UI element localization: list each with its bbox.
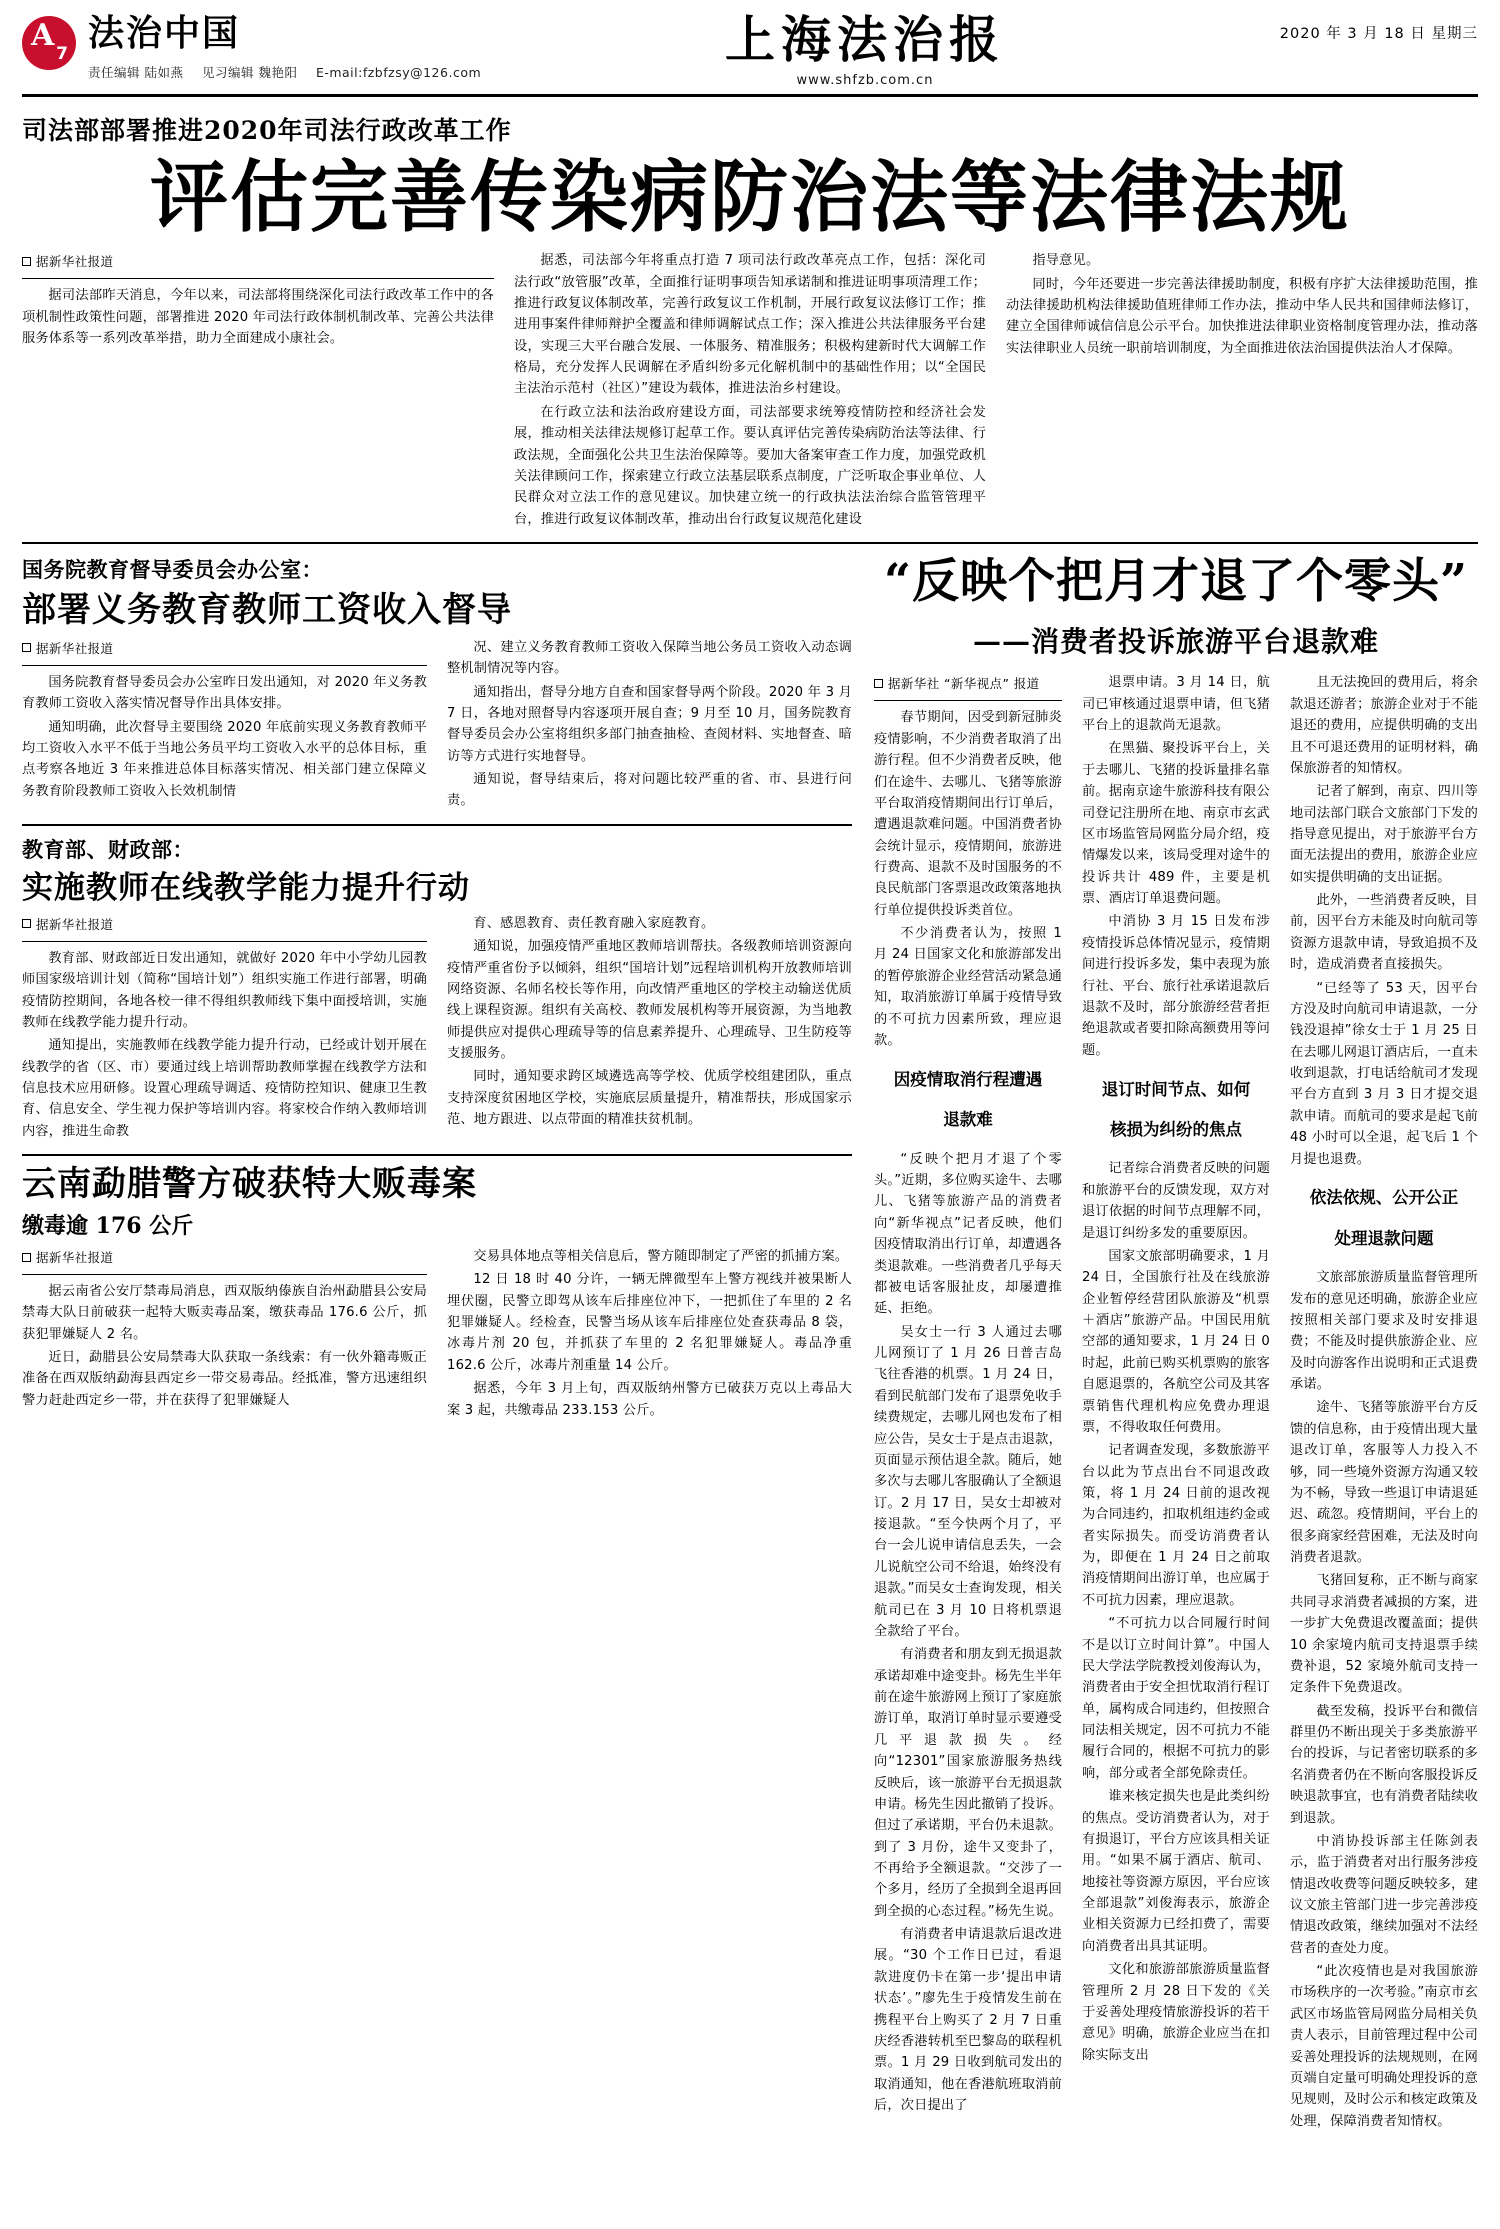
lead-kicker: 司法部部署推进2020年司法行政改革工作 bbox=[22, 115, 512, 145]
section-title-block bbox=[88, 14, 495, 81]
feature-text-4: 且无法挽回的费用后，将余款退还游者；旅游企业对于不能退还的费用，应提供明确的支出且不可退还费用的证明材料，确保旅游者的知情权。 记者了解到，南京、四川等地司法部门联合文旅部门下发的指导意见提出，对于旅游平台方面无法提出的费用，旅游企业应如实提供明确的支出证据。 此外，一些消费者反映，目前，因平台方未能及时向航司等资源方退款申请，导致追损不及时，造成消费者直接损失。 “已经等了 53 天，因平台方没及时向航司申请退款，一分钱没退掉”徐女士于 1 月 25 日在去哪儿网退订酒店后，一直未收到退款，打电话给航司才发现平台方直到 3 月 3 日才提交退款申请。而航司的要求是起飞前 48 小时可以全退，起飞后 1 个月提也退费。 bbox=[1290, 675, 1478, 1167]
feature-source-label: 据新华社 “新华视点” 报道 bbox=[888, 676, 1040, 692]
editor-email: E-mail:fzbfzsy@126.com bbox=[315, 64, 482, 80]
teacher-online-columns bbox=[22, 913, 852, 1144]
masthead-left bbox=[22, 14, 582, 81]
section-divider bbox=[22, 1154, 852, 1156]
lead-column-3 bbox=[1006, 250, 1478, 532]
teacher-online-overline: 教育部、财政部： bbox=[22, 836, 194, 862]
feature-story bbox=[874, 554, 1478, 2134]
divider bbox=[22, 665, 427, 666]
edu-supervise-text-2: 况、建立义务教育教师工资收入保障当地公务员工资收入动态调整机制情况等内容。 通知指出，督导分地方自查和国家督导两个阶段。2020 年 3 月 7 日，各地对照督导内容逐项开展自查；9 月至 10 月，国务院教育督导委员会办公室将组织多部门抽查抽检、查阅材料、实地督查、暗访等方式进行实地督导。 通知说，督导结束后，将对问题比较严重的省、市、县进行问责。 bbox=[447, 639, 852, 809]
feature-text-5: 文旅部旅游质量监督管理所发布的意见还明确，旅游企业应按照相关部门要求及时安排退费；不能及时提供旅游企业、应及时向游客作出说明和正式退费承诺。 途牛、飞猪等旅游平台方反馈的信息称，由于疫情出现大量退改订单，客服等人力投入不够，同一些境外资源方沟通又较为不畅，导致一些退订申请退延迟、疏忽。疫情期间，平台上的很多商家经营困难，无法及时向消费者退款。 飞猪回复称，正不断与商家共同寻求消费者减损的方案，进一步扩大免费退改覆盖面；提供 10 余家境内航司支持退票手续费补退，52 家境外航司支持一定条件下免费退改。 截至发稿，投诉平台和微信群里仍不断出现关于多类旅游平台的投诉，与记者密切联系的多名消费者仍在不断向客服投诉反映退款事宜，也有消费者陆续收到退款。 中消协投诉部主任陈剑表示，监于消费者对出行服务涉疫情退改收费等问题反映较多，建议文旅主管部门进一步完善涉疫情退改政策，继续加强对不法经营者的查处力度。 “此次疫情也是对我国旅游市场秩序的一次考验。”南京市玄武区市场监管局网监分局相关负责人表示，目前管理过程中公司妥善处理投诉的法规规则，在网页端自定量可明确处理投诉的意见规则，及时公示和核定政策及处理，保障消费者知情权。 bbox=[1290, 1270, 1478, 2129]
divider bbox=[22, 1274, 427, 1275]
story-edu-supervise bbox=[22, 554, 852, 814]
bullet-square-icon bbox=[22, 1253, 31, 1262]
feature-subhead-b: 退订时间节点、如何 核损为纠纷的焦点 bbox=[1101, 1079, 1251, 1139]
divider bbox=[22, 941, 427, 942]
main-grid bbox=[22, 554, 1478, 2134]
source-line bbox=[22, 252, 494, 270]
yunnan-columns bbox=[22, 1246, 852, 1423]
source-line bbox=[22, 1248, 427, 1266]
teacher-online-text-2: 育、感恩教育、责任教育融入家庭教育。 通知说，加强疫情严重地区教师培训帮扶。各级教师培训资源向疫情严重省份予以倾斜，组织“国培计划”远程培训机构开放教师培训网络资源、名师名校长等作用，向改情严重地区的学校主动输送优质线上课程资源。组织有关高校、教师发展机构等开展资源，为当地教师提供应对提供心理疏导等的信息素养提升、心理疏导、卫生防疫等支援服务。 同时，通知要求跨区域遴选高等学校、优质学校组建团队，重点支持深度贫困地区学校，实施底层质量提升，精准帮扶，形成国家示范、地方跟进、以点带面的精准扶贫机制。 bbox=[447, 915, 852, 1128]
yunnan-text-1: 据云南省公安厅禁毒局消息，西双版纳傣族自治州勐腊县公安局禁毒大队日前破获一起特大贩卖毒品案，缴获毒品 176.6 公斤，抓获犯罪嫌疑人 2 名。 近日，勐腊县公安局禁毒大队获取一条线索：有一伙外籍毒贩正准备在西双版纳勐海县西定乡一带交易毒品。经抵准，警方迅速组织警力赶赴西定乡一带，并在获得了犯罪嫌疑人 bbox=[22, 1284, 427, 1408]
section-divider bbox=[22, 824, 852, 826]
left-zone bbox=[22, 554, 852, 2134]
teacher-online-headline: 实施教师在线教学能力提升行动 bbox=[22, 869, 470, 906]
divider bbox=[22, 278, 494, 279]
source-label: 据新华社报道 bbox=[36, 640, 114, 656]
bullet-square-icon bbox=[22, 919, 31, 928]
edu-supervise-overline: 国务院教育督导委员会办公室： bbox=[22, 557, 323, 582]
lead-headline: 评估完善传染病防治法等法律法规 bbox=[149, 151, 1350, 243]
teacher-online-col-2 bbox=[447, 913, 852, 1144]
yunnan-col-2 bbox=[447, 1246, 852, 1423]
edu-supervise-text-1: 国务院教育督导委员会办公室昨日发出通知，对 2020 年义务教育教师工资收入落实情况督导作出具体安排。 通知明确，此次督导主要围绕 2020 年底前实现义务教育教师平均工资收入水平不低于当地公务员平均工资收入水平的总体目标，重点考察各地近 3 年来推进总体目标落实情况、相关部门建立保障义务教育阶段教师工资收入长效机制情 bbox=[22, 674, 427, 799]
masthead-credits bbox=[88, 63, 495, 81]
teacher-online-text-1: 教育部、财政部近日发出通知，就做好 2020 年中小学幼儿园教师国家级培训计划（简称“国培计划”）组织实施工作进行部署，明确疫情防控期间，各地各校一律不得组织教师线下集中面授培训，实施教师在线教学能力提升行动。 通知提出，实施教师在线教学能力提升行动，已经或计划开展在线教学的省（区、市）要通过线上培训帮助教师掌握在线教学方法和信息技术应用研修。设置心理疏导调适、疫情防控知识、健康卫生教育、信息安全、学生视力保护等培训内容。将家校合作纳入教师培训内容，推进生命教 bbox=[22, 950, 427, 1139]
lead-text-3: 指导意见。 同时，今年还要进一步完善法律援助制度，积极有序扩大法律援助范围，推动法律援助机构法律援助值班律师工作办法，推动中华人民共和国律师法修订，建立全国律师诚信信息公示平台。加快推进法律职业资格制度管理办法，推动落实法律职业人员统一职前培训制度，为全面推进依法治国提供法治人才保障。 bbox=[1006, 253, 1478, 356]
paper-name: 上海法治报 bbox=[725, 10, 1005, 69]
feature-col-1 bbox=[874, 672, 1062, 2134]
feature-text-1: 春节期间，因受到新冠肺炎疫情影响，不少消费者取消了出游行程。但不少消费者反映，他们在途牛、去哪儿、飞猪等旅游平台取消疫情期间出行订单后，遭遇退款难问题。中国消费者协会统计显示，疫情期间，旅游进行费高、退款不及时国服务的不良民航部门客票退改政策落地执行单位提供投诉类首位。 不少消费者认为，按照 1 月 24 日国家文化和旅游部发出的暂停旅游企业经营活动紧急通知，取消旅游订单属于疫情导致的不可抗力因素所致，理应退款。 bbox=[874, 710, 1062, 1048]
yunnan-headline: 云南勐腊警方破获特大贩毒案 bbox=[22, 1164, 477, 1205]
feature-subheadline: ——消费者投诉旅游平台退款难 bbox=[972, 625, 1379, 659]
lead-column-2 bbox=[514, 250, 986, 532]
feature-headline: “反映个把月才退了个零头” bbox=[883, 554, 1469, 609]
divider bbox=[874, 700, 1062, 701]
feature-col-3 bbox=[1290, 672, 1478, 2134]
edu-supervise-headline: 部署义务教育教师工资收入督导 bbox=[22, 590, 512, 630]
yunnan-col-1 bbox=[22, 1246, 427, 1423]
section-divider bbox=[22, 542, 1478, 544]
edu-supervise-columns bbox=[22, 637, 852, 814]
trainee-editor: 见习编辑 魏艳阳 bbox=[201, 64, 298, 80]
yunnan-text-2: 交易具体地点等相关信息后，警方随即制定了严密的抓捕方案。 12 日 18 时 40 分许，一辆无牌微型车上警方视线并被果断人埋伏圈，民警立即驾从该车后排座位冲下，一把抓住了车里的 2 名犯罪嫌疑人。经检查，民警当场从该车后排座位处查获毒品 8 袋，冰毒片剂 20 包，并抓获了车里的 2 名犯罪嫌疑人。毒品净重 162.6 公斤，冰毒片剂重量 14 公斤。 据悉，今年 3 月上旬，西双版纳州警方已破获万克以上毒品大案 3 起，共缴毒品 233.153 公斤。 bbox=[447, 1249, 852, 1418]
lead-column-1 bbox=[22, 250, 494, 532]
masthead-center bbox=[582, 10, 1148, 88]
feature-columns bbox=[874, 672, 1478, 2134]
bullet-square-icon bbox=[874, 679, 883, 688]
source-label: 据新华社报道 bbox=[36, 916, 114, 932]
feature-col-2 bbox=[1082, 672, 1270, 2134]
responsible-editor: 责任编辑 陆如燕 bbox=[88, 64, 184, 80]
lead-text-1: 据司法部昨天消息，今年以来，司法部将围绕深化司法行政改革工作中的各项机制性政策性问题，部署推进 2020 年司法行政体制机制改革、完善公共法律服务体系等一系列改革举措，助力全面建成小康社会。 bbox=[22, 288, 494, 346]
yunnan-subhead: 缴毒逾 176 公斤 bbox=[22, 1213, 194, 1239]
feature-text-3: 记者综合消费者反映的问题和旅游平台的反馈发现，双方对退订依据的时间节点理解不同，是退订纠纷多发的重要原因。 国家文旅部明确要求，1 月 24 日，全国旅行社及在线旅游企业暂停经营团队旅游及“机票＋酒店”旅游产品。中国民用航空部的通知要求，1 月 24 日 0 时起，此前已购买机票购的旅客自愿退票的，各航空公司及其客票销售代理机构应免费办理退票，不得收取任何费用。 记者调查发现，多数旅游平台以此为节点出台不同退改政策，将 1 月 24 日前的退改视为合同违约，扣取机组违约金或者实际损失。而受访消费者认为，即便在 1 月 24 日之前取消疫情期间出游订单，也应属于不可抗力因素，理应退款。 “不可抗力以合同履行时间不是以订立时间计算”。中国人民大学法学院教授刘俊海认为，消费者由于安全担忧取消行程订单，属构成合同违约，但按照合同法相关规定，因不可抗力不能履行合同的，根据不可抗力的影响，部分或者全部免除责任。 谁来核定损失也是此类纠纷的焦点。受访消费者认为，对于有损退订，平台方应该具相关证用。“如果不属于酒店、航司、地接社等资源方原因，平台应该全部退款”刘俊海表示，旅游企业相关资源力已经扣费了，需要向消费者出具其证明。 文化和旅游部旅游质量监督管理所 2 月 28 日下发的《关于妥善处理疫情旅游投诉的若干意见》明确，旅游企业应当在扣除实际支出 bbox=[1082, 1161, 1270, 2063]
bullet-square-icon bbox=[22, 643, 31, 652]
feature-subhead-a: 因疫情取消行程遭遇 退款难 bbox=[893, 1069, 1043, 1130]
issue-date: 2020 年 3 月 18 日 星期三 bbox=[1279, 26, 1478, 42]
lead-columns bbox=[22, 250, 1478, 532]
feature-text-2: 退票申请。3 月 14 日，航司已审核通过退票申请，但飞猪平台上的退款尚无退款。 在黑猫、聚投诉平台上，关于去哪儿、飞猪的投诉量排名靠前。据南京途牛旅游科技有限公司登记注册所在地、南京市玄武区市场监管局网监分局介绍，疫情爆发以来，该局受理对途牛的投诉共计 489 件，主要是机票、酒店订单退费问题。 中消协 3 月 15 日发布涉疫情投诉总体情况显示，疫情期间进行投诉多发，集中表现为旅行社、平台、旅行社承诺退款后退款不及时，部分旅游经营者拒绝退款或者要扣除高额费用等问题。 bbox=[1082, 675, 1270, 1058]
feature-source-line bbox=[874, 674, 1062, 692]
story-yunnan-drug-case bbox=[22, 1164, 852, 1423]
feature-extra-text: “反映个把月才退了个零头。”近期，多位购买途牛、去哪儿、飞猪等旅游产品的消费者向“新华视点”记者反映，他们因疫情取消出行订单，却遭遇各类退款难。一些消费者几乎每天都被电话客服扯皮，却屡遭推延、拒绝。 吴女士一行 3 人通过去哪儿网预订了 1 月 26 日普吉岛飞往香港的机票。1 月 24 日，看到民航部门发布了退票免收手续费规定，去哪儿网也发布了相应公告，吴女士于是点击退款，页面显示预估退全款。随后，她多次与去哪儿客服确认了全额退订。2 月 17 日，吴女士却被对接退款。“至今快两个月了，平台一会儿说申请信息丢失，一会儿说航空公司不给退，始终没有退款。”而吴女士查询发现，相关航司已在 3 月 10 日将机票退全款给了平台。 有消费者和朋友到无损退款承诺却难中途变卦。杨先生半年前在途牛旅游网上预订了家庭旅游订单，取消订单时显示要遵受几平退款损失。经向“12301”国家旅游服务热线反映后，该一旅游平台无损退款申请。杨先生因此撤销了投诉。但过了承诺期，平台仍未退款。到了 3 月份，途牛又变卦了，不再给予全额退款。“交涉了一个多月，经历了全损到全退再回到全损的心态过程。”杨先生说。 有消费者申请退款后退改进展。“30 个工作日已过，看退款进度仍卡在第一步‘提出申请状态’。”廖先生于疫情发生前在携程平台上购买了 2 月 7 日重庆经香港转机至巴黎岛的联程机票。1 月 29 日收到航司发出的取消通知，他在香港航班取消前后，次日提出了 bbox=[874, 1151, 1062, 2114]
section-title: 法治中国 bbox=[88, 12, 241, 54]
story-teacher-online bbox=[22, 834, 852, 1145]
page-number: 7 bbox=[56, 44, 68, 64]
paper-url[interactable]: www.shfzb.com.cn bbox=[796, 72, 934, 88]
source-line bbox=[22, 639, 427, 657]
edu-supervise-col-1 bbox=[22, 637, 427, 814]
feature-subhead-c: 依法依规、公开公正 处理退款问题 bbox=[1309, 1188, 1459, 1248]
source-line bbox=[22, 915, 427, 933]
bullet-square-icon bbox=[22, 257, 31, 266]
source-label: 据新华社报道 bbox=[36, 254, 114, 270]
page-number-badge bbox=[22, 16, 76, 70]
source-label: 据新华社报道 bbox=[36, 1250, 114, 1265]
lead-story bbox=[22, 97, 1478, 533]
page-letter: A bbox=[31, 18, 55, 53]
lead-text-2: 据悉，司法部今年将重点打造 7 项司法行政改革亮点工作，包括：深化司法行政“放管服”改革，全面推行证明事项告知承诺制和推进证明事项清理工作；推进行政复议体制改革，完善行政复议工作机制，开展行政复议法修订工作；推进用事案件律师辩护全覆盖和律师调解试点工作；深入推进公共法律服务平台建设，实现三大平台融合发展、一体服务、精准服务；积极构建新时代大调解工作格局，充分发挥人民调解在矛盾纠纷多元化解机制中的基础性作用；以“全国民主法治示范村（社区）”建设为载体，推进法治乡村建设。 在行政立法和法治政府建设方面，司法部要求统筹疫情防控和经济社会发展，推动相关法律法规修订起草工作。要认真评估完善传染病防治法等法律、行政法规，全面强化公共卫生法治保障等。要加大备案审查工作力度，加强党政机关法律顾问工作，探索建立行政立法基层联系点制度，广泛听取企事业单位、人民群众对立法工作的意见建议。加快建立统一的行政执法法治综合监管管理平台，推进行政复议体制改革，推动出台行政复议规范化建设 bbox=[514, 253, 986, 527]
masthead bbox=[22, 10, 1478, 97]
teacher-online-col-1 bbox=[22, 913, 427, 1144]
edu-supervise-col-2 bbox=[447, 637, 852, 814]
